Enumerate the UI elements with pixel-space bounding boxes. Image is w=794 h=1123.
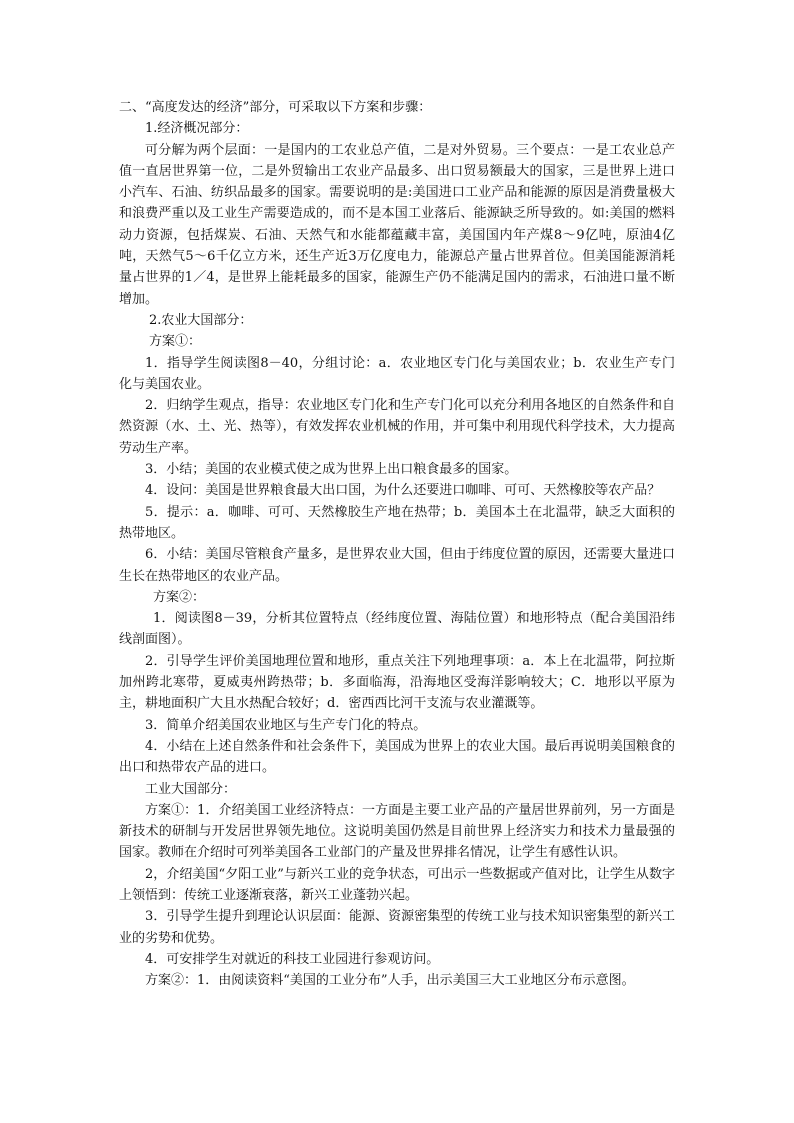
subsection-agriculture: 2.农业大国部分： [149, 312, 253, 328]
subsection-economy-overview: 1.经济概况部分： [145, 121, 249, 137]
plan-2-heading: 方案②： [153, 589, 206, 605]
plan-2-step-1: 1．阅读图8－39，分析其位置特点（经纬度位置、海陆位置）和地形特点（配合美国沿纬线剖面图）。 [119, 611, 675, 648]
industry-plan-1-step-4: 4．可安排学生对就近的科技工业园进行参观访问。 [145, 951, 440, 967]
plan-1-step-6: 6．小结：美国尽管粮食产量多，是世界农业大国，但由于纬度位置的原因，还需要大量进口生长在热带地区的农业产品。 [119, 547, 675, 584]
plan-2-step-2: 2．引导学生评价美国地理位置和地形，重点关注下列地理事项：a．本上在北温带，阿拉斯加州跨北寒带，夏威夷州跨热带；b．多面临海，沿海地区受海洋影响较大；C．地形以平原为主，耕地面积广大且水热配合较好；d．密西西比河干支流与农业灌溉等。 [119, 653, 675, 712]
industry-plan-1-step-2: 2，介绍美国“夕阳工业”与新兴工业的竞争状态，可出示一些数据或产值对比，让学生从数字上领悟到：传统工业逐渐衰落，新兴工业蓬勃兴起。 [119, 866, 675, 903]
plan-1-heading: 方案①： [149, 334, 202, 350]
plan-1-step-4: 4．设问：美国是世界粮食最大出口国，为什么还要进口咖啡、可可、天然橡胶等农产品？ [145, 483, 661, 499]
paragraph-economy-overview: 可分解为两个层面：一是国内的工农业总产值，二是对外贸易。三个要点：一是工农业总产值一直居世界第一位，二是外贸输出工农业产品最多、出口贸易额最大的国家，三是世界上进口小汽车、石油、纺织品最多的国家。需要说明的是:美国进口工业产品和能源的原因是消费量极大和浪费严重以及工业生产需要造成的，而不是本国工业落后、能源缺乏所导致的。如:美国的燃料动力资源，包括煤炭、石油、天然气和水能都蕴藏丰富，美国国内年产煤8～9亿吨，原油4亿吨，天然气5～6千亿立方米，还生产近3万亿度电力，能源总产量占世界首位。但美国能源消耗量占世界的1／4，是世界上能耗最多的国家，能源生产仍不能满足国内的需求，石油进口量不断增加。 [119, 142, 675, 307]
plan-1-step-1: 1．指导学生阅读图8－40，分组讨论：a．农业地区专门化与美国农业；b．农业生产专门化与美国农业。 [119, 355, 675, 392]
subsection-industry: 工业大国部分： [145, 781, 237, 797]
plan-1-step-5: 5．提示：a．咖啡、可可、天然橡胶生产地在热带；b．美国本土在北温带，缺乏大面积的热带地区。 [119, 504, 675, 541]
plan-2-step-4: 4．小结在上述自然条件和社会条件下，美国成为世界上的农业大国。最后再说明美国粮食的出口和热带农产品的进口。 [119, 738, 675, 776]
industry-plan-1-step-3: 3．引导学生提升到理论认识层面：能源、资源密集型的传统工业与技术知识密集型的新兴工业的劣势和优势。 [119, 909, 675, 946]
industry-plan-1-step-1: 方案①：1．介绍美国工业经济特点：一方面是主要工业产品的产量居世界前列，另一方面是新技术的研制与开发居世界领先地位。这说明美国仍然是目前世界上经济实力和技术力量最强的国家。教师在介绍时可列举美国各工业部门的产量及世界排名情况，让学生有感性认识。 [119, 802, 675, 861]
plan-1-step-2: 2．归纳学生观点，指导：农业地区专门化和生产专门化可以充分利用各地区的自然条件和自然资源（水、土、光、热等），有效发挥农业机械的作用，并可集中利用现代科学技术，大力提高劳动生产率。 [119, 398, 675, 456]
section-heading: 二、“高度发达的经济”部分，可采取以下方案和步骤： [119, 100, 432, 115]
plan-1-step-3: 3．小结；美国的农业模式使之成为世界上出口粮食最多的国家。 [145, 462, 518, 478]
industry-plan-2-step-1: 方案②：1．由阅读资料“美国的工业分布”人手，出示美国三大工业地区分布示意图。 [145, 973, 635, 989]
document-body [119, 97, 675, 991]
plan-2-step-3: 3．简单介绍美国农业地区与生产专门化的特点。 [145, 717, 427, 733]
